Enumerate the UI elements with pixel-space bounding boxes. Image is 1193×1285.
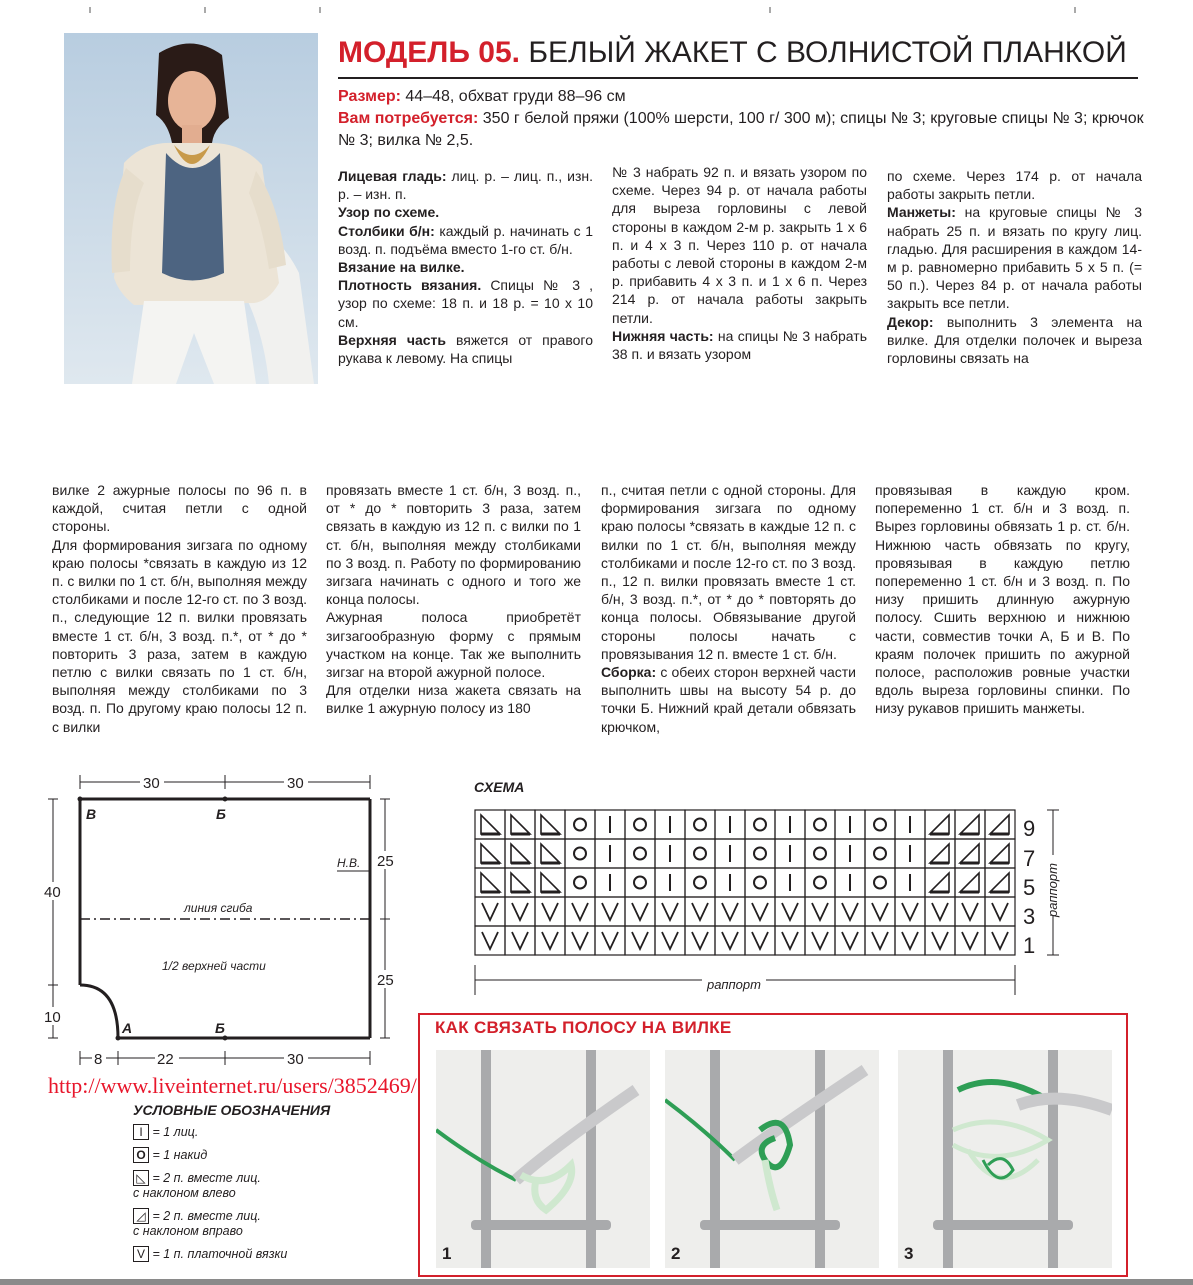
- paragraph: [601, 481, 856, 663]
- chart-cell-I: [775, 868, 805, 897]
- paragraph: [52, 536, 307, 736]
- model-number: МОДЕЛЬ 05.: [338, 36, 520, 69]
- legend-item-yarnover: [133, 1147, 383, 1170]
- chart-cell-V: [745, 926, 775, 955]
- point-b-top: Б: [216, 806, 226, 822]
- dim-left-40: 40: [44, 884, 61, 901]
- source-url-link[interactable]: http://www.liveinternet.ru/users/3852469/: [48, 1073, 417, 1098]
- page-bottom-edge: [0, 1279, 1193, 1285]
- instructions-bottom-col-4: [875, 481, 1130, 718]
- chart-cell-O: [625, 868, 655, 897]
- dim-left-10: 10: [44, 1009, 61, 1026]
- fork-step-3-illustration: [898, 1050, 1112, 1268]
- instructions-bottom-col-1: [52, 481, 307, 736]
- chart-cell-R: [925, 810, 955, 839]
- dim-top-1: 30: [143, 775, 160, 792]
- paragraph: [326, 608, 581, 681]
- paragraph-text: с обеих сторон верхней части выполнить швы на высоту 54 р. до точки Б. Нижний край детали обвязать крючком,: [601, 664, 856, 735]
- chart-cell-V: [775, 897, 805, 926]
- legend-item-garter: [133, 1246, 383, 1269]
- chart-cell-I: [775, 839, 805, 868]
- chart-cell-O: [865, 810, 895, 839]
- need-value: 350 г белой пряжи (100% шерсти, 100 г/ 300 м); спицы № 3; круговые спицы № 3; крючок № 3; вилка № 2,5.: [338, 110, 1144, 149]
- chart-cell-I: [895, 810, 925, 839]
- paragraph: [887, 313, 1142, 368]
- instructions-bottom-col-2: [326, 481, 581, 718]
- chart-cell-R: [985, 810, 1015, 839]
- paragraph-heading: Верхняя часть: [338, 331, 446, 348]
- paragraph-heading: Декор:: [887, 313, 934, 330]
- legend-text-knit: = 1 лиц.: [152, 1125, 199, 1139]
- paragraph-heading: Нижняя часть:: [612, 327, 714, 344]
- nv-label: Н.В.: [337, 856, 361, 870]
- paragraph: [52, 481, 307, 536]
- instructions-bottom-col-3: [601, 481, 856, 736]
- paragraph: [338, 167, 593, 203]
- fork-step-1-illustration: [436, 1050, 650, 1268]
- paragraph: [612, 327, 867, 363]
- chart-cell-O: [865, 868, 895, 897]
- dim-right-2: 25: [377, 972, 394, 989]
- chart-cell-I: [715, 810, 745, 839]
- size-label: Размер:: [338, 88, 401, 105]
- chart-cell-V: [565, 926, 595, 955]
- schema-title: СХЕМА: [474, 779, 525, 795]
- paragraph-text: провязывая в каждую кром. попеременно 1 ст. б/н и 3 возд. п. Вырез горловины обвязать 1 р. ст. б/н. Нижнюю часть обвязать по кругу, провязывая в каждую петлю попеременно 1 ст. б/н и 3 возд. п. По низу пришить длинную ажурную полосу. Сшить верхнюю и нижнюю части, совместив точки А, Б и В. По краям полочек пришить по ажурной полосе, расположив ровные участки вдоль выреза горловины спинки. По низу рукавов пришить манжеты.: [875, 482, 1130, 717]
- chart-cell-V: [595, 926, 625, 955]
- fold-line-label: линия сгиба: [184, 901, 253, 915]
- chart-cell-V: [715, 897, 745, 926]
- paragraph-heading: Лицевая гладь:: [338, 168, 447, 184]
- fork-step-2-number: 2: [671, 1244, 681, 1263]
- chart-cell-I: [715, 868, 745, 897]
- paragraph: [338, 203, 593, 221]
- chart-cell-V: [955, 926, 985, 955]
- chart-cell-V: [805, 897, 835, 926]
- chart-cell-I: [595, 839, 625, 868]
- paragraph: [338, 331, 593, 367]
- chart-cell-O: [685, 868, 715, 897]
- chart-cell-O: [805, 839, 835, 868]
- paragraph: [875, 481, 1130, 718]
- paragraph-heading: Вязание на вилке.: [338, 259, 465, 276]
- legend-text-k2tog-left-2: с наклоном влево: [133, 1186, 236, 1200]
- chart-cell-I: [835, 839, 865, 868]
- chart-cell-I: [595, 868, 625, 897]
- chart-cell-V: [535, 897, 565, 926]
- chart-cell-V: [685, 897, 715, 926]
- chart-cell-R: [925, 868, 955, 897]
- legend-text-k2tog-right-2: с наклоном вправо: [133, 1224, 243, 1238]
- need-label: Вам потребуется:: [338, 110, 479, 127]
- chart-cell-V: [475, 897, 505, 926]
- chart-cell-L: [475, 810, 505, 839]
- paragraph-text: Ажурная полоса приобретёт зигзагообразную форму с прямым участком на конце. Так же выполнить зигзаг на второй ажурной полосе.: [326, 609, 581, 681]
- page-title: [338, 33, 1138, 79]
- chart-cell-R: [955, 839, 985, 868]
- rapport-bottom-label: раппорт: [707, 977, 761, 992]
- chart-cell-V: [865, 926, 895, 955]
- fork-step-2-illustration: [665, 1050, 879, 1268]
- legend-symbol-k2tog-right: ◿: [133, 1208, 149, 1224]
- chart-cell-L: [505, 868, 535, 897]
- chart-cell-O: [805, 810, 835, 839]
- legend-text-garter: = 1 п. платочной вязки: [152, 1247, 288, 1261]
- chart-cell-I: [715, 839, 745, 868]
- row-number-5: 5: [1023, 875, 1036, 900]
- chart-cell-R: [985, 839, 1015, 868]
- paragraph-text: на круговые спицы № 3 набрать 25 п. и вязать по кругу лиц. гладью. Для расширения в каждом 14-м р. равномерно прибавить 5 х 5 п. (= 50 п.). Через 84 р. от начала работы закрыть все петли.: [887, 204, 1142, 312]
- chart-cell-V: [655, 897, 685, 926]
- row-number-1: 1: [1023, 933, 1036, 958]
- legend-item-k2tog-right: [133, 1208, 383, 1246]
- paragraph-text: Для формирования зигзага по одному краю полосы *связать в каждую из 12 п. с вилки по 1 ст. б/н, выполняя между столбиками и после 12-го ст. по 3 возд. п., следующие 12 п. вилки провязать вместе 1 ст. б/н, 3 возд. п.*, от * до * повторить 3 раза, затем в каждую петлю с вилки связать по 1 ст. б/н, выполняя между столбиками по 3 возд. п. По другому краю полосы 12 п. с вилки: [52, 536, 307, 735]
- chart-cell-V: [685, 926, 715, 955]
- paragraph-text: на спицы № 3 набрать 38 п. и вязать узором: [612, 327, 867, 363]
- dim-top-2: 30: [287, 775, 304, 792]
- chart-cell-V: [925, 926, 955, 955]
- paragraph-heading: Столбики б/н:: [338, 222, 435, 239]
- chart-cell-I: [655, 839, 685, 868]
- fork-step-1-number: 1: [442, 1244, 452, 1263]
- chart-cell-R: [955, 868, 985, 897]
- paragraph-heading: Узор по схеме.: [338, 204, 440, 221]
- chart-cell-L: [535, 810, 565, 839]
- chart-cell-V: [775, 926, 805, 955]
- chart-cell-L: [505, 839, 535, 868]
- paragraph-heading: Манжеты:: [887, 204, 956, 221]
- paragraph: [326, 481, 581, 608]
- chart-cell-V: [715, 926, 745, 955]
- legend-symbol-garter: V: [133, 1246, 149, 1262]
- point-v: В: [86, 806, 97, 822]
- paragraph-text: Спицы № 3 , узор по схеме: 18 п. и 18 р. = 10 х 10 см.: [338, 277, 593, 330]
- paragraph: [601, 663, 856, 736]
- chart-cell-V: [655, 926, 685, 955]
- paragraph: [612, 163, 867, 327]
- chart-cell-O: [745, 810, 775, 839]
- chart-cell-V: [955, 897, 985, 926]
- dim-bottom-1: 8: [94, 1051, 103, 1068]
- chart-cell-L: [535, 839, 565, 868]
- legend-item-knit: [133, 1124, 383, 1147]
- chart-cell-O: [565, 810, 595, 839]
- chart-cell-V: [865, 897, 895, 926]
- chart-cell-V: [595, 897, 625, 926]
- chart-cell-O: [565, 868, 595, 897]
- size-value: 44–48, обхват груди 88–96 см: [405, 88, 626, 105]
- chart-cell-O: [805, 868, 835, 897]
- chart-cell-O: [745, 839, 775, 868]
- model-title: БЕЛЫЙ ЖАКЕТ С ВОЛНИСТОЙ ПЛАНКОЙ: [528, 36, 1127, 69]
- chart-cell-V: [835, 897, 865, 926]
- chart-cell-V: [625, 926, 655, 955]
- instructions-top-col-1: [338, 167, 593, 367]
- chart-cell-R: [985, 868, 1015, 897]
- legend-text-k2tog-right: = 2 п. вместе лиц.: [152, 1209, 261, 1223]
- chart-cell-L: [475, 868, 505, 897]
- chart-cell-L: [505, 810, 535, 839]
- chart-cell-V: [505, 897, 535, 926]
- chart-cell-V: [535, 926, 565, 955]
- chart-cell-O: [685, 810, 715, 839]
- chart-cell-O: [865, 839, 895, 868]
- chart-cell-I: [835, 810, 865, 839]
- dim-bottom-3: 30: [287, 1051, 304, 1068]
- dim-right-1: 25: [377, 853, 394, 870]
- paragraph: [326, 681, 581, 717]
- legend-title: УСЛОВНЫЕ ОБОЗНАЧЕНИЯ: [133, 1102, 331, 1118]
- paragraph-text: № 3 набрать 92 п. и вязать узором по схеме. Через 94 р. от начала работы для выреза горловины с левой стороны в каждом 2-м р. закрыть 1 х 6 п. и 4 х 3 п. Через 110 р. от начала работы с левой стороны в каждом 2-м р. прибавить 4 х 3 п. и 1 х 6 п. Через 214 р. от начала работы закрыть петли.: [612, 164, 867, 326]
- legend-item-k2tog-left: [133, 1170, 383, 1208]
- point-b-bottom: Б: [215, 1020, 225, 1036]
- instructions-top-col-2: [612, 163, 867, 363]
- chart-cell-I: [895, 868, 925, 897]
- schema-grid: [470, 805, 1080, 1000]
- chart-cell-R: [955, 810, 985, 839]
- paragraph-text: провязать вместе 1 ст. б/н, 3 возд. п., от * до * повторить 3 раза, затем связать в каждую из 12 п. с вилки по 1 ст. б/н, выполняя между столбиками по 3 возд. п. Работу по формированию зигзага начинать с одного и того же конца полосы.: [326, 482, 581, 608]
- chart-cell-V: [625, 897, 655, 926]
- chart-cell-V: [745, 897, 775, 926]
- page-top-edge: [0, 0, 1193, 6]
- chart-cell-I: [655, 868, 685, 897]
- chart-cell-V: [565, 897, 595, 926]
- chart-cell-I: [775, 810, 805, 839]
- paragraph-text: выполнить 3 элемента на вилке. Для отделки полочек и выреза горловины связать на: [887, 313, 1142, 367]
- paragraph-text: лиц. р. – лиц. п., изн. р. – изн. п.: [338, 168, 593, 203]
- half-upper-label: 1/2 верхней части: [162, 959, 266, 973]
- paragraph-heading: Плотность вязания.: [338, 277, 482, 294]
- legend-symbol-yarnover: O: [133, 1147, 149, 1163]
- paragraph: [338, 276, 593, 331]
- chart-cell-V: [475, 926, 505, 955]
- chart-cell-V: [985, 926, 1015, 955]
- chart-cell-L: [535, 868, 565, 897]
- paragraph-text: по схеме. Через 174 р. от начала работы закрыть петли.: [887, 168, 1142, 203]
- paragraph-text: вилке 2 ажурные полосы по 96 п. в каждой, считая петли с одной стороны.: [52, 482, 307, 535]
- chart-cell-O: [625, 839, 655, 868]
- row-number-3: 3: [1023, 904, 1036, 929]
- legend-symbol-k2tog-left: ◺: [133, 1170, 149, 1186]
- fork-instructions-title: КАК СВЯЗАТЬ ПОЛОСУ НА ВИЛКЕ: [435, 1018, 732, 1037]
- paragraph: [338, 222, 593, 258]
- paragraph-text: Для отделки низа жакета связать на вилке 1 ажурную полосу из 180: [326, 682, 581, 717]
- row-number-7: 7: [1023, 846, 1036, 871]
- chart-cell-R: [925, 839, 955, 868]
- materials-block: [338, 86, 1148, 152]
- chart-cell-L: [475, 839, 505, 868]
- chart-cell-O: [685, 839, 715, 868]
- chart-cell-V: [925, 897, 955, 926]
- chart-cell-I: [895, 839, 925, 868]
- point-a: А: [122, 1020, 133, 1036]
- chart-cell-V: [895, 926, 925, 955]
- model-photo: [64, 33, 318, 384]
- chart-cell-O: [745, 868, 775, 897]
- paragraph: [887, 167, 1142, 203]
- legend-text-yarnover: = 1 накид: [152, 1148, 208, 1162]
- chart-cell-O: [565, 839, 595, 868]
- instructions-top-col-3: [887, 167, 1142, 367]
- paragraph-text: п., считая петли с одной стороны. Для формирования зигзага по одному краю полосы *связать в каждые 12 п. с вилки по 1 ст. б/н, выполняя между столбиками и после 12-го ст. по 3 возд. п., 12 п. вилки провязать вместе 1 ст. б/н, 3 возд. п.*, от * до * повторять до конца полосы. Обвязывание другой стороны полосы начать с провязывания 12 п. вместе 1 ст. б/н.: [601, 482, 856, 662]
- row-number-9: 9: [1023, 816, 1036, 841]
- dim-bottom-2: 22: [157, 1051, 174, 1068]
- rapport-side-label: раппорт: [1045, 863, 1060, 917]
- chart-cell-O: [625, 810, 655, 839]
- chart-cell-V: [505, 926, 535, 955]
- legend-symbol-knit: I: [133, 1124, 149, 1140]
- paragraph-heading: Сборка:: [601, 664, 657, 681]
- chart-cell-V: [835, 926, 865, 955]
- chart-cell-I: [595, 810, 625, 839]
- chart-cell-I: [835, 868, 865, 897]
- legend-text-k2tog-left: = 2 п. вместе лиц.: [152, 1171, 261, 1185]
- legend-list: [133, 1124, 383, 1269]
- chart-cell-V: [805, 926, 835, 955]
- paragraph-text: вяжется от правого рукава к левому. На спицы: [338, 331, 593, 367]
- chart-cell-V: [895, 897, 925, 926]
- paragraph: [338, 258, 593, 276]
- fork-step-3-number: 3: [904, 1244, 914, 1263]
- chart-cell-V: [985, 897, 1015, 926]
- chart-cell-I: [655, 810, 685, 839]
- paragraph: [887, 203, 1142, 312]
- pattern-drawing: [40, 765, 410, 1075]
- paragraph-text: каждый р. начинать с 1 возд. п. подъёма вместо 1-го ст. б/н.: [338, 222, 593, 257]
